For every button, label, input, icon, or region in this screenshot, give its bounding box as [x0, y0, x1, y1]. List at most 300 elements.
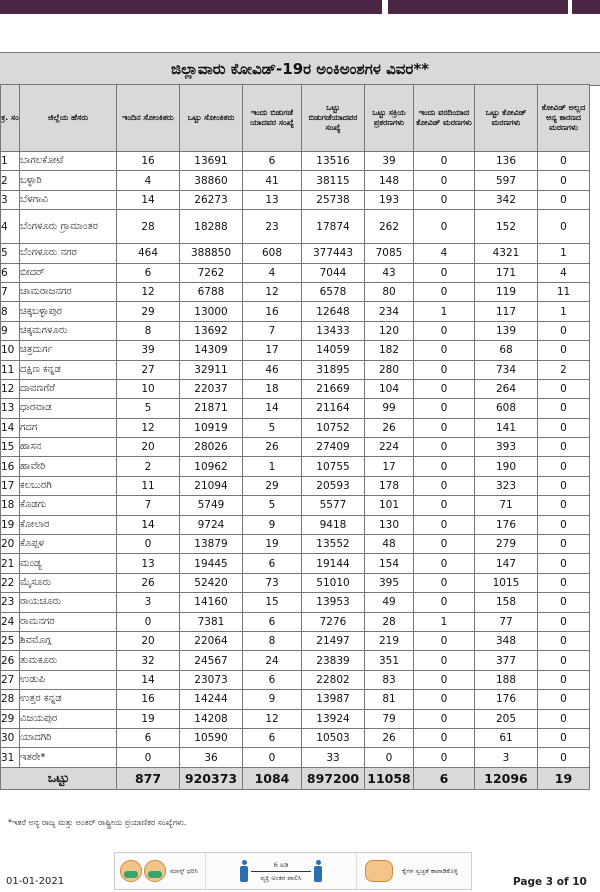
row-district: ವಿಜಯಪುರ [20, 709, 117, 728]
row-value: 342 [475, 190, 538, 209]
row-value: 262 [365, 210, 414, 244]
row-value: 6 [243, 554, 302, 573]
row-district: ಕೊಡಗು [20, 496, 117, 515]
covid-stats-table [0, 84, 590, 790]
row-value: 22037 [180, 379, 243, 398]
row-value: 17 [243, 341, 302, 360]
row-value: 176 [475, 515, 538, 534]
row-value: 20 [117, 438, 180, 457]
hands-label: ಕೈಗಳ ಸ್ವಚ್ಛತೆ ಕಾಪಾಡಿಕೊಳ್ಳಿ [402, 867, 458, 875]
table-row [1, 321, 590, 340]
row-value: 26 [117, 573, 180, 592]
row-value: 13953 [302, 593, 365, 612]
row-value: 0 [538, 399, 590, 418]
row-serial: 30 [1, 728, 20, 747]
table-row [1, 418, 590, 437]
row-value: 26 [365, 418, 414, 437]
row-value: 279 [475, 535, 538, 554]
row-value: 14160 [180, 593, 243, 612]
header-district: ಜಿಲ್ಲೆಯ ಹೆಸರು [20, 85, 117, 152]
row-value: 46 [243, 360, 302, 379]
row-value: 25738 [302, 190, 365, 209]
row-value: 0 [538, 612, 590, 631]
report-date: 01-01-2021 [6, 876, 65, 887]
total-row [1, 767, 590, 789]
table-row [1, 341, 590, 360]
row-value: 14 [117, 190, 180, 209]
table-row [1, 515, 590, 534]
row-value: 43 [365, 263, 414, 282]
row-district: ಮೈಸೂರು [20, 573, 117, 592]
row-value: 3 [475, 748, 538, 767]
row-value: 13552 [302, 535, 365, 554]
row-value: 10919 [180, 418, 243, 437]
row-value: 190 [475, 457, 538, 476]
row-value: 38115 [302, 171, 365, 190]
row-value: 10962 [180, 457, 243, 476]
row-district: ಹಾವೇರಿ [20, 457, 117, 476]
row-value: 0 [414, 399, 475, 418]
row-value: 39 [365, 152, 414, 171]
row-value: 0 [538, 709, 590, 728]
row-value: 0 [538, 748, 590, 767]
row-value: 22064 [180, 631, 243, 650]
row-value: 0 [117, 748, 180, 767]
row-value: 5 [243, 418, 302, 437]
row-district: ಬೀದರ್ [20, 263, 117, 282]
row-value: 178 [365, 476, 414, 495]
row-value: 101 [365, 496, 414, 515]
row-value: 377 [475, 651, 538, 670]
row-value: 29 [243, 476, 302, 495]
row-value: 0 [538, 515, 590, 534]
row-value: 32911 [180, 360, 243, 379]
row-value: 3 [117, 593, 180, 612]
row-value: 33 [302, 748, 365, 767]
row-value: 14 [117, 515, 180, 534]
row-value: 171 [475, 263, 538, 282]
row-value: 264 [475, 379, 538, 398]
row-value: 8 [243, 631, 302, 650]
row-value: 1 [538, 244, 590, 263]
page-number: Page 3 of 10 [513, 876, 587, 888]
row-value: 7262 [180, 263, 243, 282]
row-value: 36 [180, 748, 243, 767]
hand-wash-icon [365, 860, 393, 882]
header-total-positive: ಒಟ್ಟು ಸೋಂಕಿತರು [180, 85, 243, 152]
row-serial: 10 [1, 341, 20, 360]
row-value: 0 [538, 728, 590, 747]
row-value: 48 [365, 535, 414, 554]
distance-label: ವ್ಯಕ್ತಿ ಅಂತರ ಪಾಲಿಸಿ [260, 873, 302, 882]
row-value: 1 [414, 612, 475, 631]
row-value: 80 [365, 282, 414, 301]
total-cell: 12096 [475, 767, 538, 789]
row-value: 11 [538, 282, 590, 301]
row-district: ಕಲಬುರಗಿ [20, 476, 117, 495]
row-value: 136 [475, 152, 538, 171]
row-value: 234 [365, 302, 414, 321]
row-district: ಉತ್ತರ ಕನ್ನಡ [20, 690, 117, 709]
row-serial: 15 [1, 438, 20, 457]
table-row [1, 379, 590, 398]
row-district: ಮಂಡ್ಯ [20, 554, 117, 573]
row-value: 16 [117, 690, 180, 709]
row-district: ಧಾರವಾಡ [20, 399, 117, 418]
row-value: 9 [243, 515, 302, 534]
table-row [1, 399, 590, 418]
row-value: 6 [117, 728, 180, 747]
row-serial: 3 [1, 190, 20, 209]
hands-section [357, 853, 471, 889]
row-value: 13924 [302, 709, 365, 728]
table-row [1, 690, 590, 709]
row-value: 139 [475, 321, 538, 340]
row-value: 395 [365, 573, 414, 592]
row-value: 11 [117, 476, 180, 495]
row-value: 18 [243, 379, 302, 398]
row-value: 608 [475, 399, 538, 418]
row-district: ಬಳ್ಳಾರಿ [20, 171, 117, 190]
header-divider [568, 0, 572, 14]
row-value: 0 [414, 573, 475, 592]
row-value: 13691 [180, 152, 243, 171]
row-value: 14208 [180, 709, 243, 728]
table-row [1, 728, 590, 747]
row-value: 41 [243, 171, 302, 190]
row-value: 7 [117, 496, 180, 515]
row-serial: 26 [1, 651, 20, 670]
masked-face-icon [120, 860, 142, 882]
row-value: 0 [414, 651, 475, 670]
row-district: ಕೋಲಾರ [20, 515, 117, 534]
row-value: 49 [365, 593, 414, 612]
row-value: 0 [414, 515, 475, 534]
total-cell: 877 [117, 767, 180, 789]
row-value: 1 [243, 457, 302, 476]
row-serial: 7 [1, 282, 20, 301]
row-value: 26 [365, 728, 414, 747]
row-district: ಇತರೇ* [20, 748, 117, 767]
table-row [1, 360, 590, 379]
distance-value: 6 ಅಡಿ [273, 860, 289, 869]
row-district: ಬೆಳಗಾವಿ [20, 190, 117, 209]
row-serial: 29 [1, 709, 20, 728]
row-value: 13516 [302, 152, 365, 171]
row-serial: 8 [1, 302, 20, 321]
row-value: 117 [475, 302, 538, 321]
row-value: 22802 [302, 670, 365, 689]
header-total-deaths: ಒಟ್ಟು ಕೋವಿಡ್ ಮರಣಗಳು [475, 85, 538, 152]
row-serial: 12 [1, 379, 20, 398]
row-value: 23 [243, 210, 302, 244]
header-today-positive: ಇಂದಿನ ಸೋಂಕಿತರು [117, 85, 180, 152]
row-district: ಚಿಕ್ಕಬಳ್ಳಾಪುರ [20, 302, 117, 321]
row-value: 7044 [302, 263, 365, 282]
row-value: 7381 [180, 612, 243, 631]
row-value: 26 [243, 438, 302, 457]
row-serial: 2 [1, 171, 20, 190]
row-value: 10755 [302, 457, 365, 476]
row-value: 4 [117, 171, 180, 190]
total-cell: 6 [414, 767, 475, 789]
row-value: 0 [538, 341, 590, 360]
row-value: 17874 [302, 210, 365, 244]
row-value: 608 [243, 244, 302, 263]
row-value: 21669 [302, 379, 365, 398]
row-value: 176 [475, 690, 538, 709]
row-district: ತುಮಕೂರು [20, 651, 117, 670]
row-serial: 1 [1, 152, 20, 171]
row-value: 9724 [180, 515, 243, 534]
table-row [1, 171, 590, 190]
row-value: 38860 [180, 171, 243, 190]
header-divider [382, 0, 388, 14]
row-value: 0 [414, 190, 475, 209]
table-row [1, 535, 590, 554]
arrow-icon [251, 871, 311, 872]
table-row [1, 554, 590, 573]
row-value: 1 [538, 302, 590, 321]
row-value: 14 [117, 670, 180, 689]
row-value: 0 [414, 593, 475, 612]
row-value: 19445 [180, 554, 243, 573]
row-value: 193 [365, 190, 414, 209]
header-sl: ಕ್ರ. ಸಂ [1, 85, 20, 152]
row-value: 224 [365, 438, 414, 457]
row-value: 7 [243, 321, 302, 340]
row-value: 1015 [475, 573, 538, 592]
row-serial: 17 [1, 476, 20, 495]
row-serial: 21 [1, 554, 20, 573]
table-row [1, 263, 590, 282]
person-icon [314, 860, 322, 882]
row-district: ಗದಗ [20, 418, 117, 437]
row-district: ಕೊಪ್ಪಳ [20, 535, 117, 554]
row-value: 377443 [302, 244, 365, 263]
row-value: 52420 [180, 573, 243, 592]
row-value: 71 [475, 496, 538, 515]
row-value: 4 [414, 244, 475, 263]
row-value: 2 [117, 457, 180, 476]
row-value: 20 [117, 631, 180, 650]
row-value: 0 [414, 418, 475, 437]
table-row [1, 496, 590, 515]
row-value: 14059 [302, 341, 365, 360]
row-value: 5749 [180, 496, 243, 515]
row-value: 6 [243, 612, 302, 631]
row-serial: 27 [1, 670, 20, 689]
row-value: 12 [243, 282, 302, 301]
row-value: 68 [475, 341, 538, 360]
total-cell: 19 [538, 767, 590, 789]
table-row [1, 593, 590, 612]
row-value: 0 [538, 152, 590, 171]
row-value: 10590 [180, 728, 243, 747]
row-value: 147 [475, 554, 538, 573]
row-value: 26273 [180, 190, 243, 209]
row-value: 23839 [302, 651, 365, 670]
masked-face-icon [144, 860, 166, 882]
row-value: 24567 [180, 651, 243, 670]
row-value: 0 [538, 535, 590, 554]
row-value: 0 [538, 438, 590, 457]
row-serial: 22 [1, 573, 20, 592]
table-row [1, 748, 590, 767]
header-active: ಒಟ್ಟು ಸಕ್ರಿಯ ಪ್ರಕರಣಗಳು [365, 85, 414, 152]
row-district: ಬೆಂಗಳೂರು ಗ್ರಾಮಾಂತರ [20, 210, 117, 244]
row-value: 16 [243, 302, 302, 321]
row-value: 0 [538, 379, 590, 398]
total-cell: 11058 [365, 767, 414, 789]
row-value: 0 [414, 670, 475, 689]
row-value: 734 [475, 360, 538, 379]
row-serial: 14 [1, 418, 20, 437]
row-value: 28 [365, 612, 414, 631]
row-value: 119 [475, 282, 538, 301]
row-serial: 31 [1, 748, 20, 767]
row-value: 4 [538, 263, 590, 282]
row-value: 13 [243, 190, 302, 209]
row-district: ದಕ್ಷಿಣ ಕನ್ನಡ [20, 360, 117, 379]
row-serial: 25 [1, 631, 20, 650]
row-value: 12 [117, 282, 180, 301]
row-value: 21164 [302, 399, 365, 418]
row-value: 5 [117, 399, 180, 418]
row-value: 14244 [180, 690, 243, 709]
row-district: ಚಿಕ್ಕಮಗಳೂರು [20, 321, 117, 340]
top-header-bar [0, 0, 600, 14]
row-value: 0 [365, 748, 414, 767]
row-value: 182 [365, 341, 414, 360]
row-value: 31895 [302, 360, 365, 379]
total-cell: 920373 [180, 767, 243, 789]
row-value: 0 [414, 728, 475, 747]
row-district: ಯಾದಗಿರಿ [20, 728, 117, 747]
row-value: 7085 [365, 244, 414, 263]
row-value: 152 [475, 210, 538, 244]
row-value: 14309 [180, 341, 243, 360]
row-serial: 23 [1, 593, 20, 612]
row-value: 0 [538, 573, 590, 592]
row-value: 61 [475, 728, 538, 747]
row-value: 464 [117, 244, 180, 263]
row-value: 0 [414, 360, 475, 379]
row-value: 73 [243, 573, 302, 592]
row-value: 12 [243, 709, 302, 728]
table-row [1, 244, 590, 263]
row-value: 0 [538, 554, 590, 573]
person-icon [240, 860, 248, 882]
table-row [1, 302, 590, 321]
row-value: 10752 [302, 418, 365, 437]
row-value: 21497 [302, 631, 365, 650]
row-serial: 13 [1, 399, 20, 418]
row-value: 219 [365, 631, 414, 650]
row-value: 27 [117, 360, 180, 379]
row-district: ಚಿತ್ರದುರ್ಗ [20, 341, 117, 360]
row-serial: 24 [1, 612, 20, 631]
row-district: ಚಾಮರಾಜನಗರ [20, 282, 117, 301]
table-row [1, 457, 590, 476]
row-value: 12648 [302, 302, 365, 321]
mask-section [115, 853, 205, 889]
row-value: 17 [365, 457, 414, 476]
row-value: 79 [365, 709, 414, 728]
row-value: 6 [243, 152, 302, 171]
footnote: *ಇತರೆ ಅನ್ಯ ರಾಜ್ಯ ಮತ್ತು ಅಂತರ್ ರಾಷ್ಟ್ರೀಯ ಪ್ರಯಾಣಿಕರ ಸಂಖ್ಯೆಗಳು. [8, 818, 187, 827]
row-value: 6 [117, 263, 180, 282]
row-serial: 9 [1, 321, 20, 340]
row-value: 0 [414, 152, 475, 171]
row-value: 8 [117, 321, 180, 340]
row-value: 0 [414, 476, 475, 495]
row-value: 4321 [475, 244, 538, 263]
row-value: 0 [414, 263, 475, 282]
row-value: 158 [475, 593, 538, 612]
row-value: 29 [117, 302, 180, 321]
row-value: 10 [117, 379, 180, 398]
row-value: 23073 [180, 670, 243, 689]
table-title: ಜಿಲ್ಲಾವಾರು ಕೋವಿಡ್-19ರ ಅಂಕಿಅಂಶಗಳ ವಿವರ** [0, 52, 600, 86]
row-value: 0 [538, 321, 590, 340]
row-value: 18288 [180, 210, 243, 244]
row-serial: 6 [1, 263, 20, 282]
row-serial: 19 [1, 515, 20, 534]
row-value: 13 [117, 554, 180, 573]
table-row [1, 612, 590, 631]
row-value: 39 [117, 341, 180, 360]
header-today-deaths: ಇಂದು ವರದಿಯಾದ ಕೋವಿಡ್ ಮರಣಗಳು [414, 85, 475, 152]
row-value: 24 [243, 651, 302, 670]
row-value: 19 [243, 535, 302, 554]
header-total-discharged: ಒಟ್ಟು ಬಿಡುಗಡೆಯಾದವರ ಸಂಖ್ಯೆ [302, 85, 365, 152]
row-value: 21094 [180, 476, 243, 495]
row-value: 0 [414, 210, 475, 244]
row-value: 0 [414, 496, 475, 515]
row-value: 0 [538, 651, 590, 670]
row-value: 0 [538, 190, 590, 209]
row-district: ದಾವಣಗೆರೆ [20, 379, 117, 398]
row-value: 19 [117, 709, 180, 728]
row-value: 597 [475, 171, 538, 190]
row-value: 0 [538, 670, 590, 689]
row-value: 5 [243, 496, 302, 515]
row-value: 15 [243, 593, 302, 612]
row-value: 280 [365, 360, 414, 379]
row-value: 77 [475, 612, 538, 631]
table-row [1, 651, 590, 670]
row-value: 19144 [302, 554, 365, 573]
row-value: 4 [243, 263, 302, 282]
row-district: ಉಡುಪಿ [20, 670, 117, 689]
row-value: 13000 [180, 302, 243, 321]
header-today-discharged: ಇಂದು ಬಿಡುಗಡೆ ಯಾದವರ ಸಂಖ್ಯೆ [243, 85, 302, 152]
row-value: 0 [538, 496, 590, 515]
table-row [1, 210, 590, 244]
row-value: 0 [414, 748, 475, 767]
row-serial: 18 [1, 496, 20, 515]
row-value: 28 [117, 210, 180, 244]
row-value: 154 [365, 554, 414, 573]
row-value: 0 [414, 709, 475, 728]
row-value: 32 [117, 651, 180, 670]
row-value: 130 [365, 515, 414, 534]
row-value: 0 [414, 631, 475, 650]
row-value: 1 [414, 302, 475, 321]
table-header-row [1, 85, 590, 152]
row-value: 13879 [180, 535, 243, 554]
